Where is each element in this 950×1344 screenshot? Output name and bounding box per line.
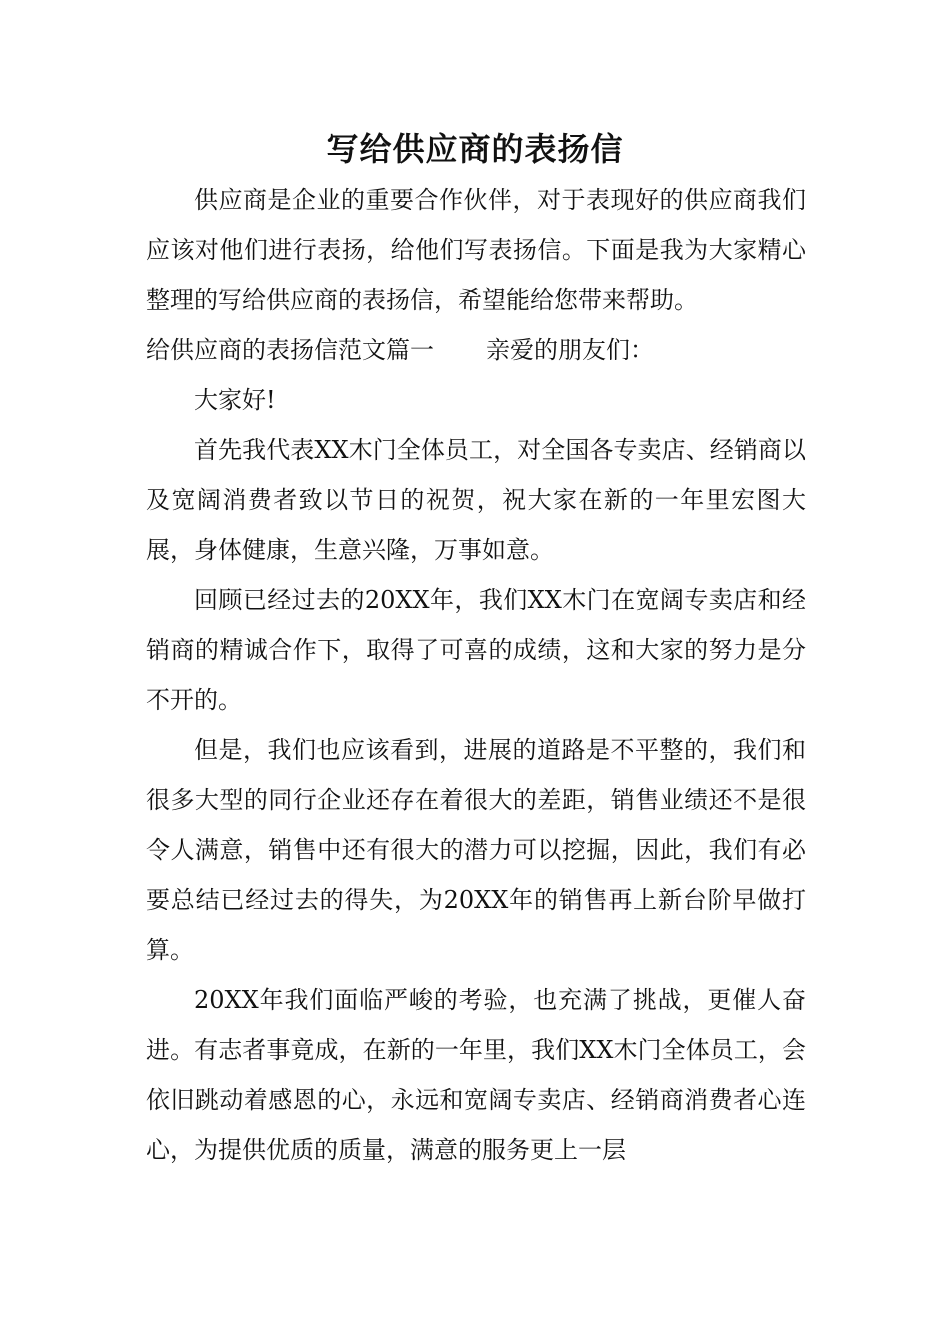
body-paragraph: 但是，我们也应该看到，进展的道路是不平整的，我们和很多大型的同行企业还存在着很大的差距，销售业绩还不是很令人满意，销售中还有很大的潜力可以挖掘，因此，我们有必要总结已经过去的得失，为20XX年的销售再上新台阶早做打算。 xyxy=(146,736,806,964)
body-paragraph: 首先我代表XX木门全体员工，对全国各专卖店、经销商以及宽阔消费者致以节日的祝贺，祝大家在新的一年里宏图大展，身体健康，生意兴隆，万事如意。 xyxy=(146,436,806,564)
document-title: 写给供应商的表扬信 xyxy=(326,130,624,168)
salutation: 亲爱的朋友们： xyxy=(486,336,654,364)
intro-paragraph: 供应商是企业的重要合作伙伴，对于表现好的供应商我们应该对他们进行表扬，给他们写表扬信。下面是我为大家精心整理的写给供应商的表扬信，希望能给您带来帮助。 xyxy=(146,186,806,314)
greeting: 大家好! xyxy=(194,386,276,414)
section-heading-line xyxy=(146,325,806,375)
body-paragraph: 回顾已经过去的20XX年，我们XX木门在宽阔专卖店和经销商的精诚合作下，取得了可喜的成绩，这和大家的努力是分不开的。 xyxy=(146,586,806,714)
body-paragraph: 20XX年我们面临严峻的考验，也充满了挑战，更催人奋进。有志者事竟成，在新的一年里，我们XX木门全体员工，会依旧跳动着感恩的心，永远和宽阔专卖店、经销商消费者心连心，为提供优质的质量，满意的服务更上一层 xyxy=(146,986,806,1164)
document-body xyxy=(146,175,806,1175)
section-heading: 给供应商的表扬信范文篇一 xyxy=(146,336,434,364)
